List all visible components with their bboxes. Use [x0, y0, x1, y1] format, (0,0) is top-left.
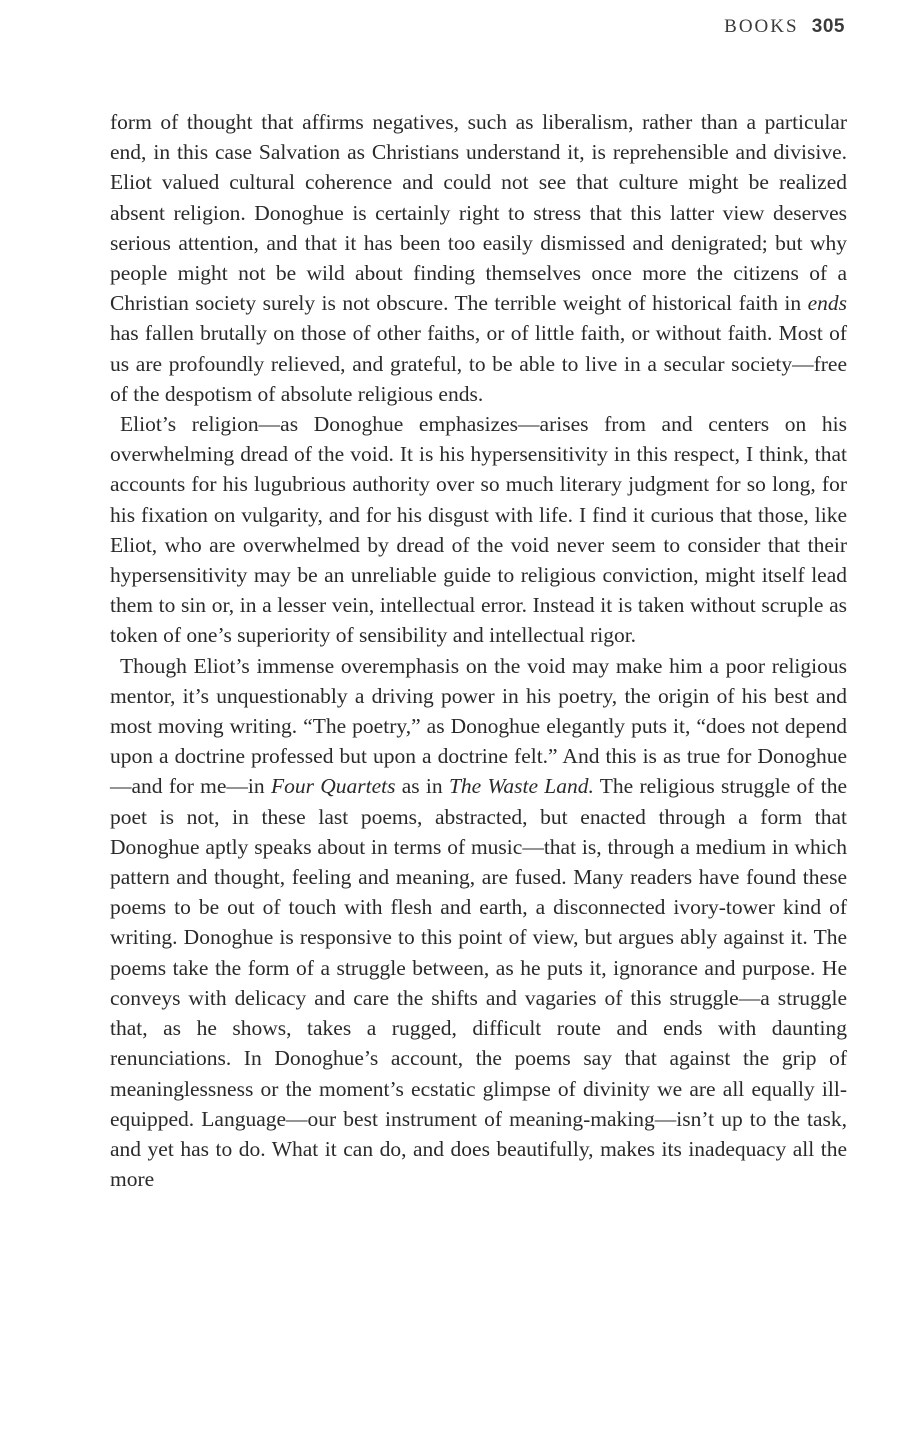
italic-segment: ends	[807, 291, 847, 316]
paragraph-3	[110, 651, 847, 1195]
running-head	[724, 16, 845, 38]
text-segment: as in	[395, 774, 449, 799]
text-segment: has fallen brutally on those of other faiths, or of little faith, or without faith. Most of us are profoundly relieved, and grateful, to be able to live in a secular society—free of the despotism of absolute religious ends.	[110, 321, 847, 406]
section-title: BOOKS	[724, 16, 799, 37]
text-segment: Eliot’s religion—as Donoghue emphasizes—arises from and centers on his overwhelming dread of the void. It is his hypersensitivity in this respect, I think, that accounts for his lugubrious authority over so much literary judgment for so long, for his fixation on vulgarity, and for his disgust with life. I find it curious that those, like Eliot, who are overwhelmed by dread of the void never seem to consider that their hypersensitivity may be an unreliable guide to religious conviction, might itself lead them to sin or, in a lesser vein, intellectual error. Instead it is taken without scruple as token of one’s superiority of sensibility and intellectual rigor.	[110, 412, 847, 648]
paragraph-2	[110, 409, 847, 651]
italic-segment: Four Quartets	[270, 774, 396, 799]
italic-segment: The Waste Land.	[448, 774, 594, 799]
text-segment: Though Eliot’s immense overemphasis on the void may make him a poor religious mentor, it’s unquestionably a driving power in his poetry, the origin of his best and most moving writing. “The poetry,” as Donoghue elegantly puts it, “does not depend upon a doctrine professed but upon a doctrine felt.” And this is as true for Donoghue—and for me—in	[110, 653, 847, 799]
text-segment: The religious struggle of the poet is not, in these last poems, abstracted, but enacted through a form that Donoghue aptly speaks about in terms of music—that is, through a medium in which pattern and thought, feeling and meaning, are fused. Many readers have found these poems to be out of touch with flesh and earth, a disconnected ivory-tower kind of writing. Donoghue is responsive to this point of view, but argues ably against it. The poems take the form of a struggle between, as he puts it, ignorance and purpose. He conveys with delicacy and care the shifts and vagaries of this struggle—a struggle that, as he shows, takes a rugged, difficult route and ends with daunting renunciations. In Donoghue’s account, the poems say that against the grip of meaninglessness or the moment’s ecstatic glimpse of divinity we are all equally ill-equipped. Language—our best instrument of meaning-making—isn’t up to the task, and yet has to do. What it can do, and does beautifully, makes its inadequacy all the more	[110, 774, 848, 1192]
page-number: 305	[811, 16, 845, 37]
paragraph-1	[110, 107, 847, 409]
text-segment: form of thought that affirms negatives, such as liberalism, rather than a particular end, in this case Salvation as Christians understand it, is reprehensible and divisive. Eliot valued cultural coherence and could not see that culture might be realized absent religion. Donoghue is certainly right to stress that this latter view deserves serious attention, and that it has been too easily dismissed and denigrated; but why people might not be wild about finding themselves once more the citizens of a Christian society surely is not obscure. The terrible weight of historical faith in	[110, 110, 847, 316]
body-text	[110, 107, 847, 1194]
